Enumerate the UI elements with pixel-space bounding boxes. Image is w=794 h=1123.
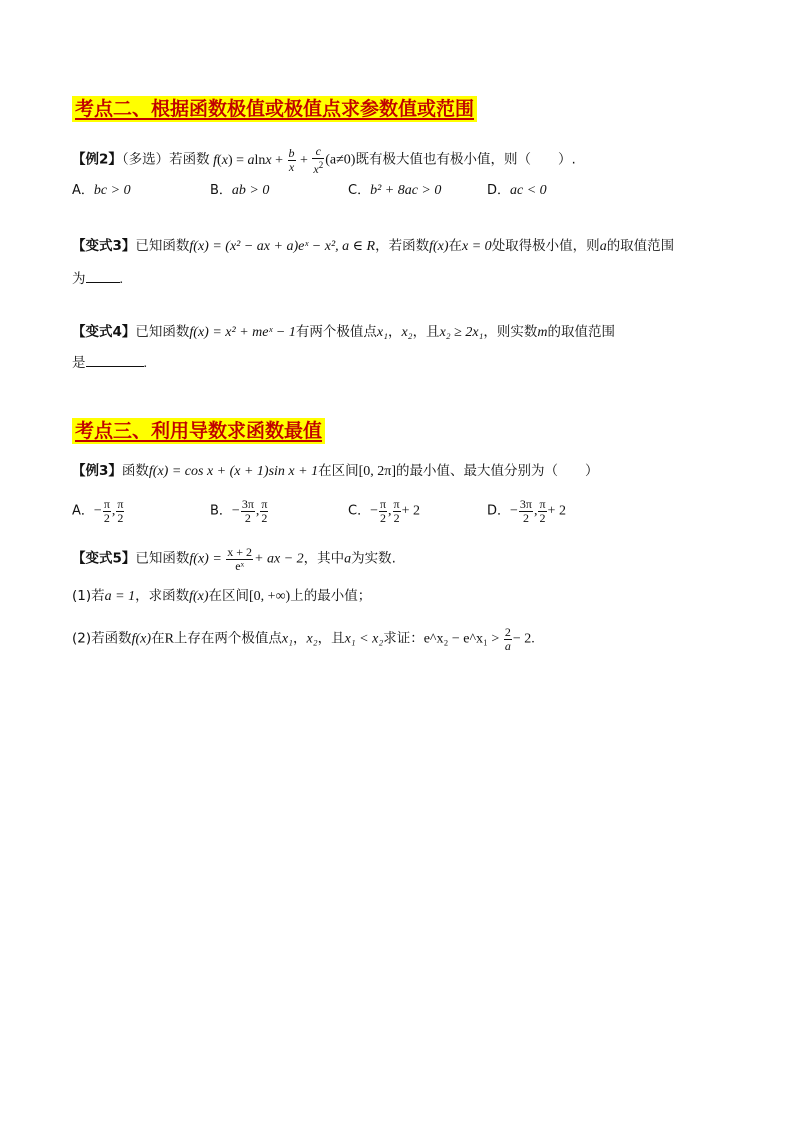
example-2-ask: 既有极大值也有极小值，则（ ）. [355,151,576,168]
variant-3-function: f(x) = (x² − ax + a)eˣ − x², a ∈ R [189,239,376,254]
example-2-option-c: C．b² + 8ac > 0 [348,183,442,198]
example-3-tag: 【例3】 [72,463,122,479]
fraction-c-over-x2: $\frac{c}{x^2}$ [313,144,324,176]
section-3-heading: 考点三、利用导数求函数最值 [72,418,325,444]
fraction-x-plus-2-over-ex: $\frac{x + 2}{\text{eˣ}}$ [227,545,253,573]
variant-5-tag: 【变式5】 [72,550,136,567]
example-3-option-d: D．− $\frac{3\pi}{2}$ , $\frac{\pi}{2}$ + 2 [487,497,566,525]
example-2-condition: (a≠0) [325,152,356,168]
section-2-heading: 考点二、根据函数极值或极值点求参数值或范围 [72,96,477,122]
example-2-option-a: A．bc > 0 [72,183,131,198]
variant-5-part-2: (2)若函数f(x)在R上存在两个极值点x₁，x₂，且x₁ < x₂求证：e^x₂ − e^x₁ > $\frac{2}{a}$ − 2. [72,625,535,653]
variant-4-question: 【变式4】已知函数f(x) = x² + meˣ − 1有两个极值点x₁，x₂，且x₂ ≥ 2x₁，则实数m的取值范围 [72,324,616,340]
variant-3-answer-line: 为 . [72,268,123,290]
variant-3-tag: 【变式3】 [72,238,136,254]
example-3-option-c: C．− $\frac{\pi}{2}$ , $\frac{\pi}{2}$ + 2 [348,497,421,525]
fraction-b-over-x: $\frac{b}{x}$ [288,146,295,174]
variant-3-question: 【变式3】已知函数f(x) = (x² − ax + a)eˣ − x², a ∈ R，若函数f(x)在x = 0处取得极小值，则a的取值范围 [72,238,675,254]
example-3-function: f(x) = cos x + (x + 1)sin x + 1 [148,464,319,479]
example-3-option-b: B．− $\frac{3\pi}{2}$ , $\frac{\pi}{2}$ [210,497,268,525]
variant-4-function: f(x) = x² + meˣ − 1 [189,325,296,340]
variant-4-tag: 【变式4】 [72,324,136,340]
example-3-option-a: A．− $\frac{\pi}{2}$ , $\frac{\pi}{2}$ [72,497,124,525]
answer-blank[interactable] [86,268,120,283]
example-2-option-b: B．ab > 0 [210,183,270,198]
example-2-intro: （多选）若函数 [121,151,210,168]
example-2-tag: 【例2】 [72,151,122,168]
example-2-question [72,145,576,176]
example-2-function: f(x) = alnx + $\frac{b}{x}$ + $\frac{c}{x^2}$ [213,144,324,176]
variant-5-part-1: (1)若a = 1，求函数f(x)在区间[0, +∞)上的最小值； [72,588,372,604]
example-2-option-d: D．ac < 0 [487,183,547,198]
variant-5-question: 【变式5】已知函数f(x) = $\frac{x + 2}{\text{eˣ}}$ + ax − 2，其中a为实数. [72,545,396,573]
example-3-question: 【例3】函数f(x) = cos x + (x + 1)sin x + 1在区间[0, 2π]的最小值、最大值分别为（ ） [72,463,599,479]
answer-blank[interactable] [86,352,144,367]
variant-4-answer-line: 是 . [72,352,147,374]
fraction-2-over-a: $\frac{2}{a}$ [504,625,511,653]
